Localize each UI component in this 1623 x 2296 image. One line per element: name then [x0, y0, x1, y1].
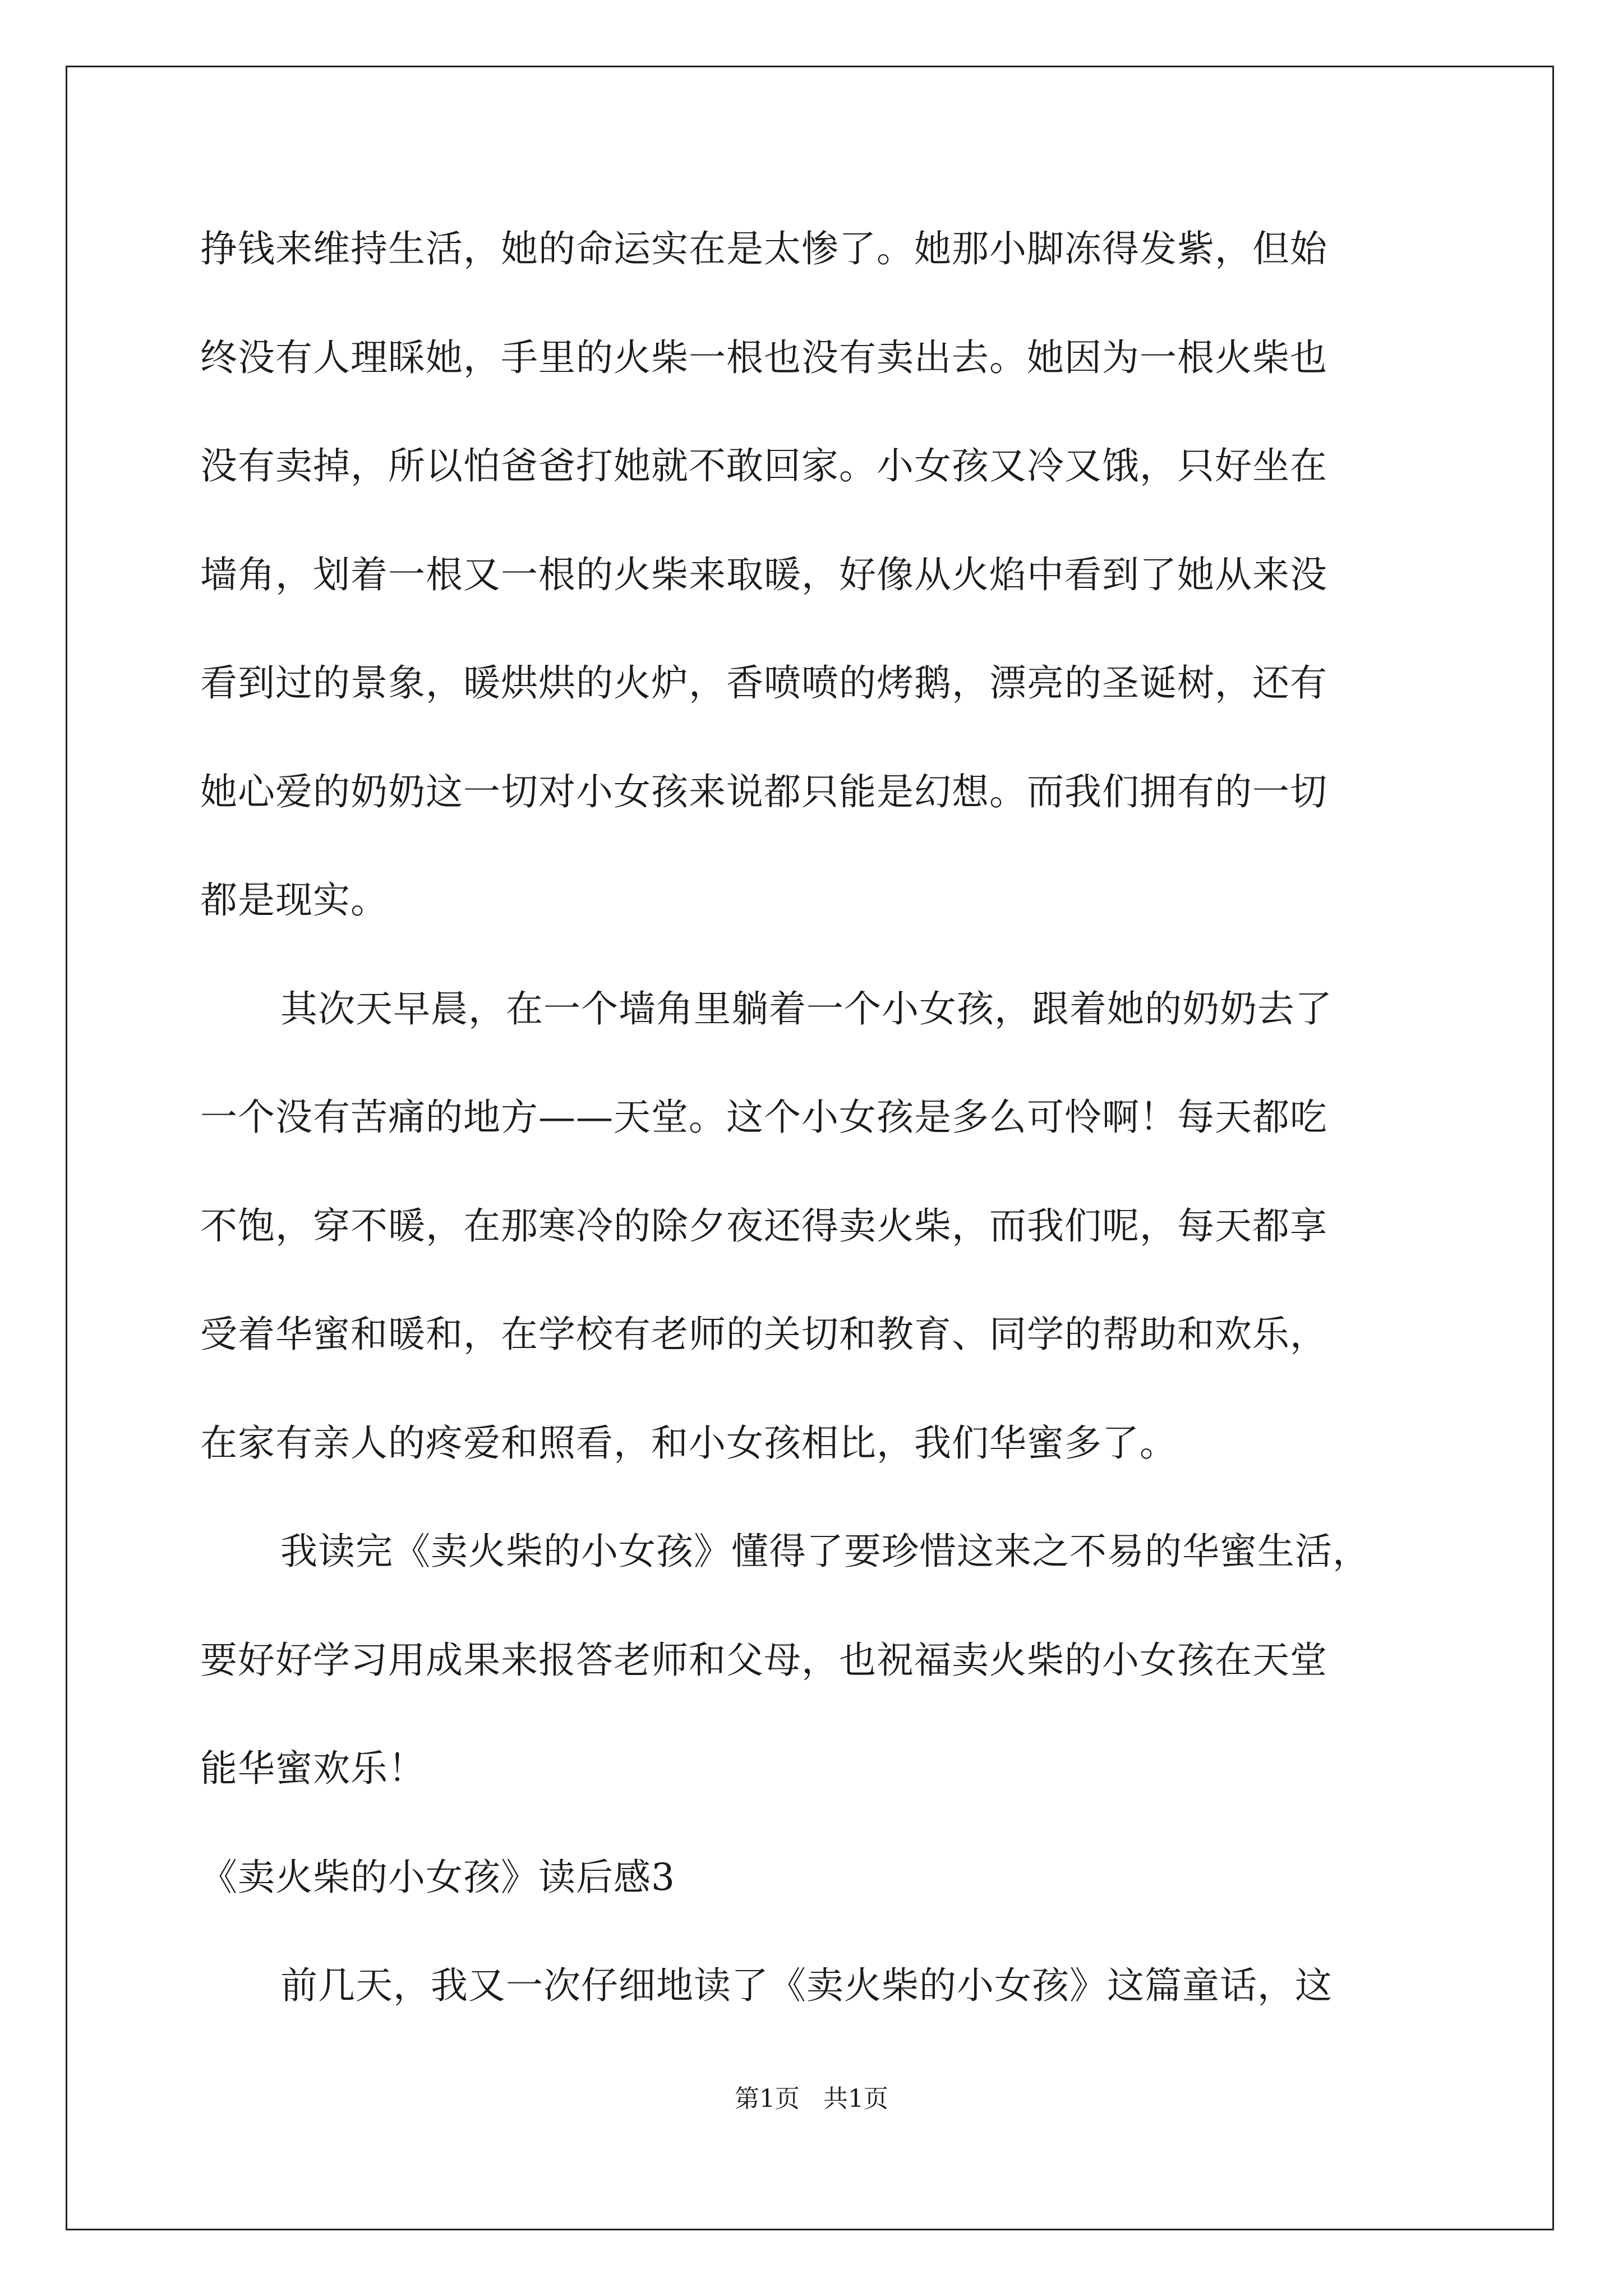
paragraph-line: 不饱，穿不暖，在那寒冷的除夕夜还得卖火柴，而我们呢，每天都享: [200, 1204, 1327, 1248]
paragraph-line: 看到过的景象，暖烘烘的火炉，香喷喷的烤鹅，漂亮的圣诞树，还有: [200, 661, 1327, 705]
paragraph-line: 在家有亲人的疼爱和照看，和小女孩相比，我们华蜜多了。: [200, 1421, 1177, 1465]
paragraph-line: 她心爱的奶奶这一切对小女孩来说都只能是幻想。而我们拥有的一切: [200, 770, 1327, 813]
section-heading: 《卖火柴的小女孩》读后感3: [200, 1856, 675, 1899]
page-border: [66, 66, 1554, 2230]
paragraph-line: 前几天，我又一次仔细地读了《卖火柴的小女孩》这篇童话，这: [280, 1964, 1332, 2007]
paragraph-line: 终没有人理睬她，手里的火柴一根也没有卖出去。她因为一根火柴也: [200, 336, 1327, 379]
paragraph-line: 能华蜜欢乐！: [200, 1747, 426, 1790]
paragraph-line: 要好好学习用成果来报答老师和父母，也祝福卖火柴的小女孩在天堂: [200, 1639, 1327, 1682]
paragraph-line: 其次天早晨，在一个墙角里躺着一个小女孩，跟着她的奶奶去了: [280, 987, 1332, 1030]
paragraph-line: 一个没有苦痛的地方——天堂。这个小女孩是多么可怜啊！每天都吃: [200, 1096, 1327, 1139]
paragraph-line: 墙角，划着一根又一根的火柴来取暖，好像从火焰中看到了她从来没: [200, 553, 1327, 596]
paragraph-line: 都是现实。: [200, 878, 388, 922]
page-number-footer: 第1页 共1页: [735, 2085, 888, 2113]
paragraph-line: 我读完《卖火柴的小女孩》懂得了要珍惜这来之不易的华蜜生活，: [280, 1530, 1370, 1573]
paragraph-line: 没有卖掉，所以怕爸爸打她就不敢回家。小女孩又冷又饿，只好坐在: [200, 444, 1327, 487]
paragraph-line: 受着华蜜和暖和，在学校有老师的关切和教育、同学的帮助和欢乐，: [200, 1313, 1327, 1356]
paragraph-line: 挣钱来维持生活，她的命运实在是太惨了。她那小脚冻得发紫，但始: [200, 227, 1327, 270]
